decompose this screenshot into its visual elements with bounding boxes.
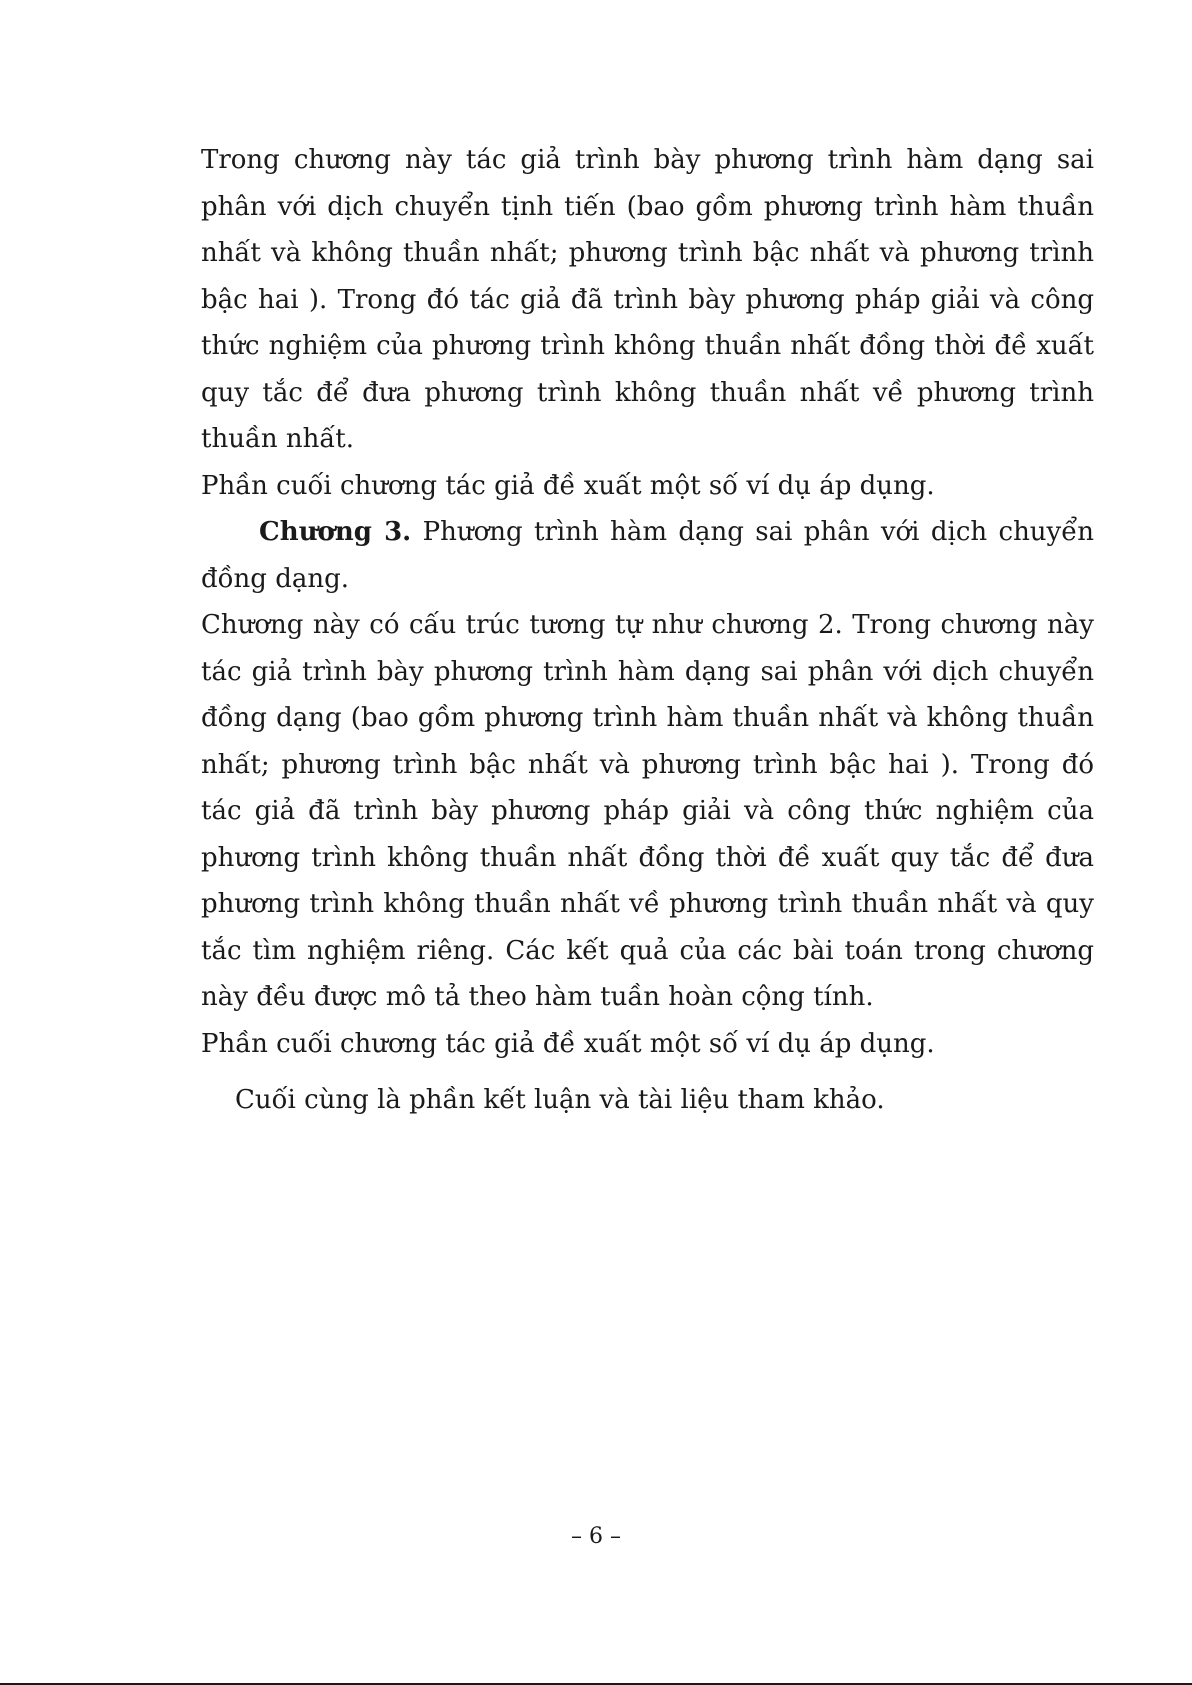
paragraph-chapter3-heading [201,509,1094,602]
chapter-3-label: Chương 3. [259,517,412,547]
paragraph-chapter2-summary: Trong chương này tác giả trình bày phương trình hàm dạng sai phân với dịch chuyển tịnh tiến (bao gồm phương trình hàm thuần nhất và không thuần nhất; phương trình bậc nhất và phương trình bậc hai ). Trong đó tác giả đã trình bày phương pháp giải và công thức nghiệm của phương trình không thuần nhất đồng thời đề xuất quy tắc để đưa phương trình không thuần nhất về phương trình thuần nhất. [201,145,1094,454]
body-text [201,137,1094,1124]
paragraph-chapter3-examples: Phần cuối chương tác giả đề xuất một số ví dụ áp dụng. [201,1028,935,1059]
paragraph-conclusion: Cuối cùng là phần kết luận và tài liệu tham khảo. [235,1085,885,1115]
chapter-3-title: Phương trình hàm dạng sai phân với dịch chuyển đồng dạng. [201,517,1094,594]
paragraph-chapter2-examples: Phần cuối chương tác giả đề xuất một số ví dụ áp dụng. [201,470,935,501]
page-number: – 6 – [571,1524,621,1549]
paragraph-chapter3-summary: Chương này có cấu trúc tương tự như chương 2. Trong chương này tác giả trình bày phương trình hàm dạng sai phân với dịch chuyển đồng dạng (bao gồm phương trình hàm thuần nhất và không thuần nhất; phương trình bậc nhất và phương trình bậc hai ). Trong đó tác giả đã trình bày phương pháp giải và công thức nghiệm của phương trình không thuần nhất đồng thời đề xuất quy tắc để đưa phương trình không thuần nhất về phương trình thuần nhất và quy tắc tìm nghiệm riêng. Các kết quả của các bài toán trong chương này đều được mô tả theo hàm tuần hoàn cộng tính. [201,610,1094,1012]
